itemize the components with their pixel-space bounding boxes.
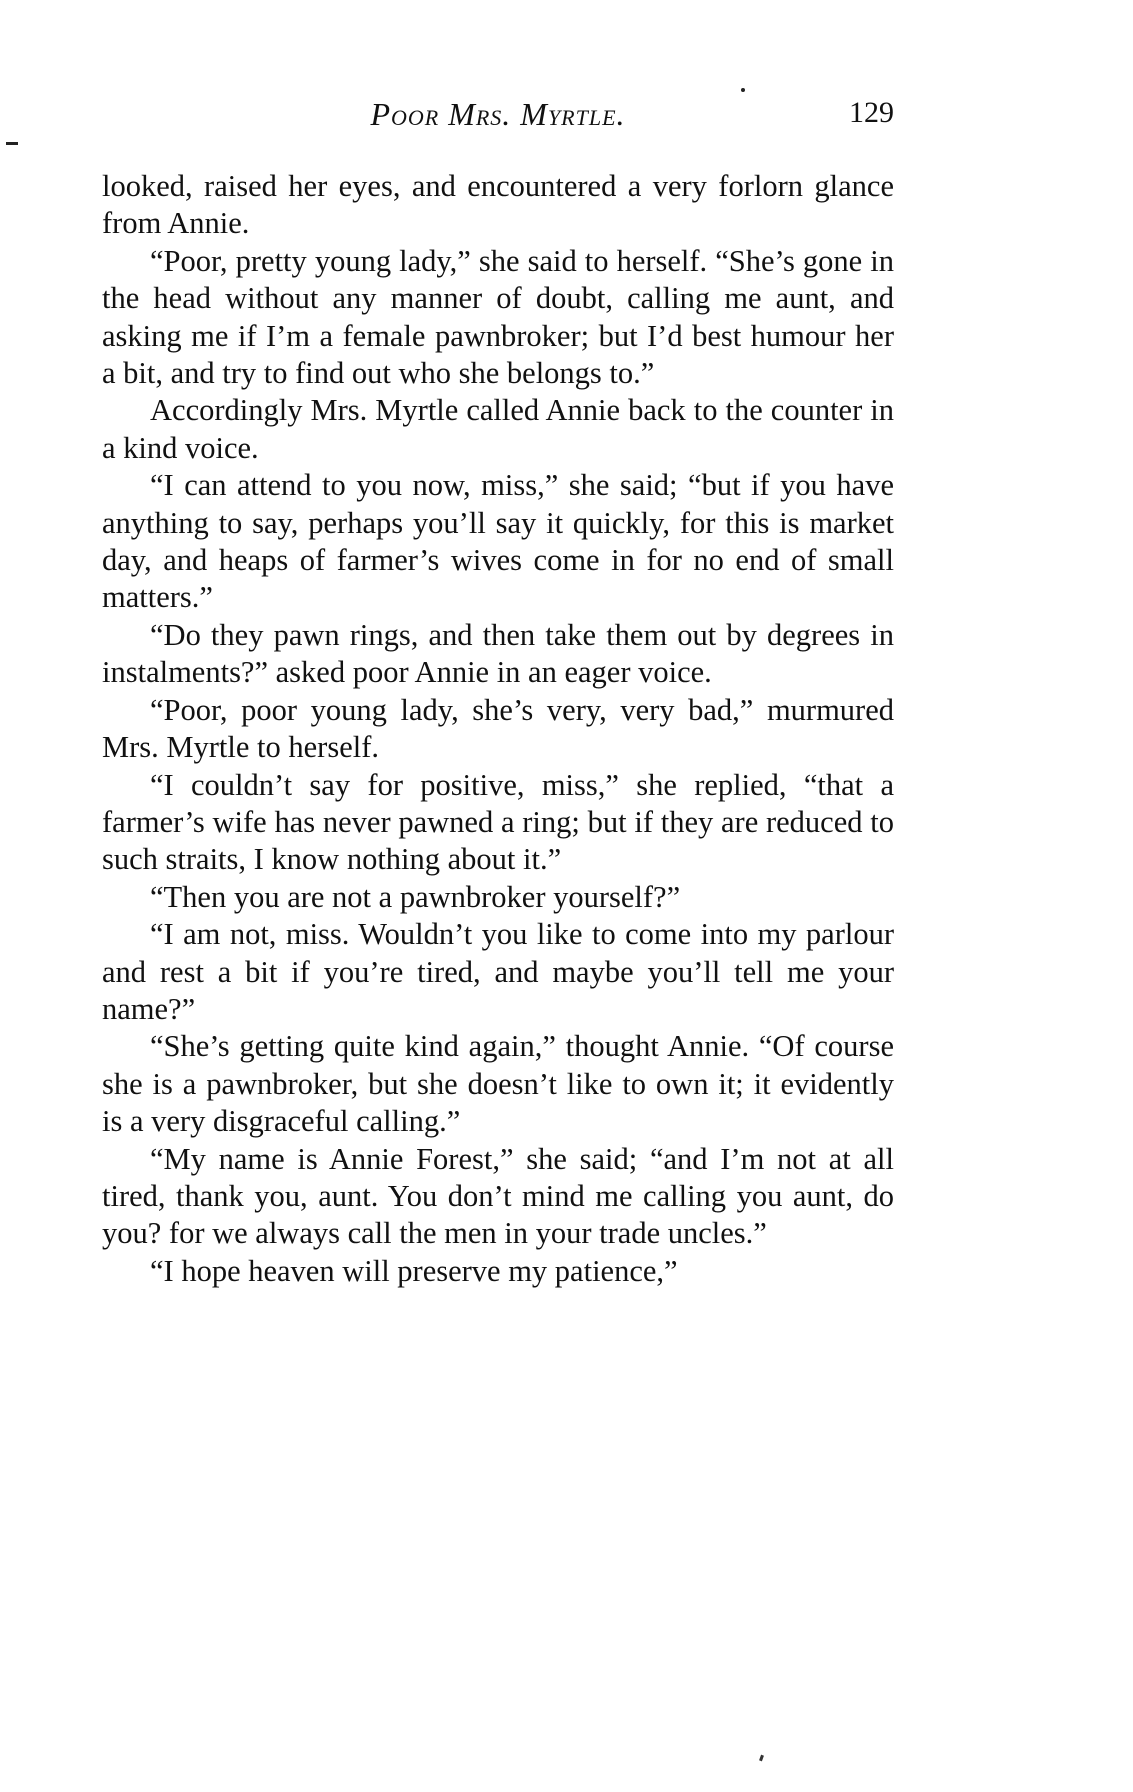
paragraph-1: looked, raised her eyes, and encountered a very forlorn glance from Annie. bbox=[102, 169, 894, 241]
paragraph-10: “She’s getting quite kind again,” thought Annie. “Of course she is a pawnbroker, but she doesn’t like to own it; it evidently is a very disgraceful calling.” bbox=[102, 1029, 894, 1139]
paragraph-2: “Poor, pretty young lady,” she said to herself. “She’s gone in the head without any manner of doubt, calling me aunt, and asking me if I’m a female pawnbroker; but I’d best humour her a bit, and try to find out who she belongs to.” bbox=[102, 243, 894, 391]
paragraph-12: “I hope heaven will preserve my patience,” bbox=[150, 1253, 678, 1288]
paragraph-7: “I couldn’t say for positive, miss,” she replied, “that a farmer’s wife has never pawned a ring; but if they are reduced to such straits, I know nothing about it.” bbox=[102, 767, 894, 877]
body-text bbox=[102, 168, 894, 1290]
scan-mark-left bbox=[6, 142, 18, 145]
scan-mark-bottom bbox=[759, 1755, 764, 1762]
paragraph-9: “I am not, miss. Wouldn’t you like to come into my parlour and rest a bit if you’re tired, and maybe you’ll tell me your name?” bbox=[102, 917, 894, 1026]
paragraph-5: “Do they pawn rings, and then take them out by degrees in instalments?” asked poor Annie in an eager voice. bbox=[102, 617, 894, 690]
running-title: Poor Mrs. Myrtle. bbox=[370, 96, 626, 132]
paragraph-6: “Poor, poor young lady, she’s very, very bad,” murmured Mrs. Myrtle to herself. bbox=[102, 692, 894, 765]
page-number: 129 bbox=[849, 96, 894, 129]
scan-mark-top bbox=[741, 88, 745, 92]
paragraph-11: “My name is Annie Forest,” she said; “and I’m not at all tired, thank you, aunt. You don’t mind me calling you aunt, do you? for we always call the men in your trade uncles.” bbox=[102, 1141, 894, 1251]
paragraph-3: Accordingly Mrs. Myrtle called Annie back to the counter in a kind voice. bbox=[102, 393, 894, 465]
running-head bbox=[102, 96, 894, 144]
paragraph-4: “I can attend to you now, miss,” she said; “but if you have anything to say, perhaps you’ll say it quickly, for this is market day, and heaps of farmer’s wives come in for no end of small matters.” bbox=[102, 468, 894, 615]
paragraph-8: “Then you are not a pawnbroker yourself?” bbox=[150, 879, 681, 914]
